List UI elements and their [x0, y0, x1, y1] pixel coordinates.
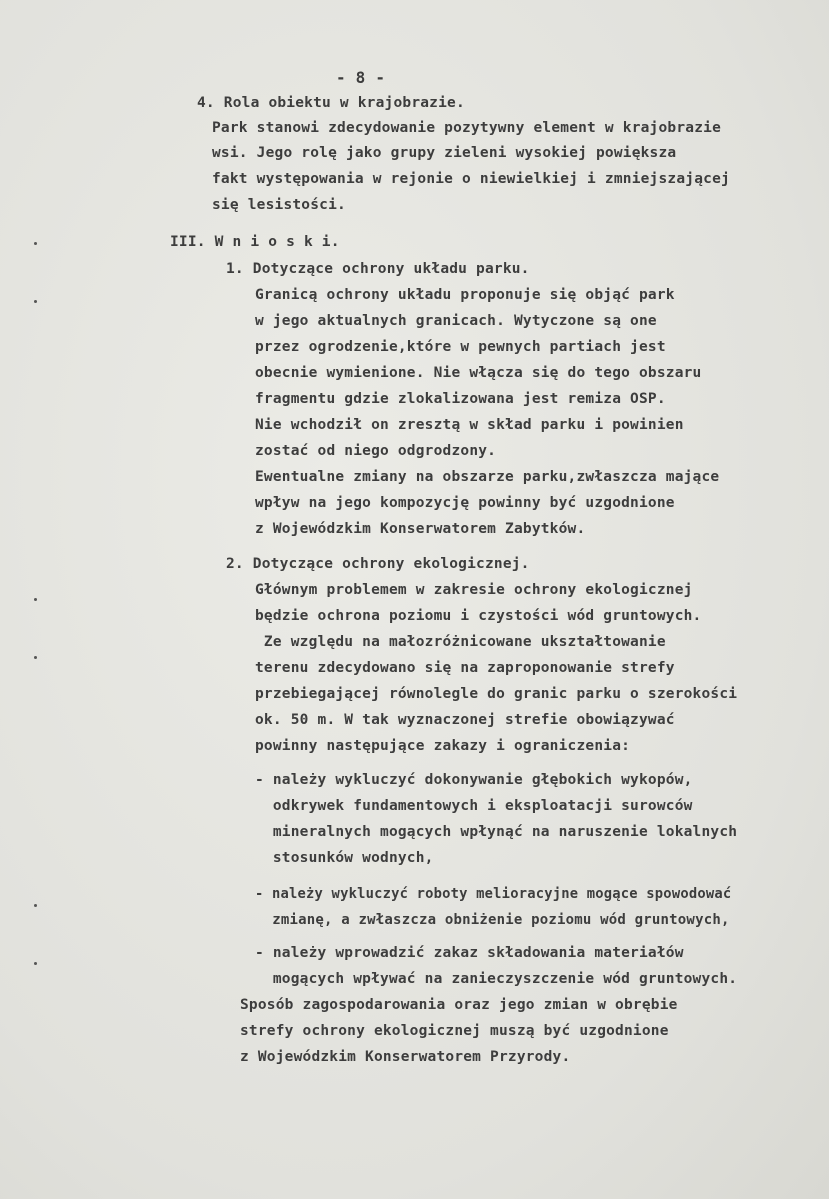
text-line: Ze względu na małozróżnicowane ukształtowanie [255, 634, 666, 650]
text-line: fakt występowania w rejonie o niewielkiej i zmniejszającej [212, 171, 730, 187]
text-line: ok. 50 m. W tak wyznaczonej strefie obowiązywać [255, 712, 675, 728]
text-line: Park stanowi zdecydowanie pozytywny element w krajobrazie [212, 120, 721, 136]
text-line: Ewentualne zmiany na obszarze parku,zwłaszcza mające [255, 469, 720, 485]
bullet-line: odkrywek fundamentowych i eksploatacji surowców [255, 798, 693, 814]
text-line: z Wojewódzkim Konserwatorem Zabytków. [255, 521, 586, 537]
bullet-line: stosunków wodnych, [255, 850, 434, 866]
binding-hole-mark [34, 300, 37, 303]
text-line: będzie ochrona poziomu i czystości wód gruntowych. [255, 608, 702, 624]
text-line: powinny następujące zakazy i ograniczenia: [255, 738, 631, 754]
bullet-line: mineralnych mogących wpłynąć na naruszenie lokalnych [255, 824, 738, 840]
binding-hole-mark [34, 904, 37, 907]
text-line: terenu zdecydowano się na zaproponowanie strefy [255, 660, 675, 676]
text-line: wpływ na jego kompozycję powinny być uzgodnione [255, 495, 675, 511]
bullet-line: - należy wykluczyć roboty melioracyjne mogące spowodować [255, 886, 732, 902]
text-line: Granicą ochrony układu proponuje się objąć park [255, 287, 675, 303]
text-line: obecnie wymienione. Nie włącza się do tego obszaru [255, 365, 702, 381]
text-line: w jego aktualnych granicach. Wytyczone są one [255, 313, 657, 329]
text-line: Głównym problemem w zakresie ochrony ekologicznej [255, 582, 693, 598]
text-line: się lesistości. [212, 197, 346, 213]
bullet-line: - należy wprowadzić zakaz składowania materiałów [255, 945, 684, 961]
binding-hole-mark [34, 242, 37, 245]
text-line: przez ogrodzenie,które w pewnych partiach jest [255, 339, 666, 355]
section-iii-heading: III. W n i o s k i. [170, 234, 340, 250]
page-number: - 8 - [336, 68, 386, 87]
text-line: wsi. Jego rolę jako grupy zieleni wysokiej powiększa [212, 145, 677, 161]
subsection-2-heading: 2. Dotyczące ochrony ekologicznej. [226, 556, 530, 572]
binding-hole-mark [34, 962, 37, 965]
section-4-heading: 4. Rola obiektu w krajobrazie. [197, 95, 465, 111]
bullet-line: zmianę, a zwłaszcza obniżenie poziomu wód gruntowych, [255, 912, 730, 928]
text-line: Sposób zagospodarowania oraz jego zmian w obrębie [240, 997, 678, 1013]
text-line: przebiegającej równolegle do granic parku o szerokości [255, 686, 738, 702]
text-line: fragmentu gdzie zlokalizowana jest remiza OSP. [255, 391, 666, 407]
text-line: Nie wchodził on zresztą w skład parku i powinien [255, 417, 684, 433]
bullet-line: mogących wpływać na zanieczyszczenie wód gruntowych. [255, 971, 738, 987]
text-line: z Wojewódzkim Konserwatorem Przyrody. [240, 1049, 571, 1065]
subsection-1-heading: 1. Dotyczące ochrony układu parku. [226, 261, 530, 277]
text-line: strefy ochrony ekologicznej muszą być uzgodnione [240, 1023, 669, 1039]
binding-hole-mark [34, 598, 37, 601]
text-line: zostać od niego odgrodzony. [255, 443, 497, 459]
bullet-line: - należy wykluczyć dokonywanie głębokich wykopów, [255, 772, 693, 788]
binding-hole-mark [34, 656, 37, 659]
